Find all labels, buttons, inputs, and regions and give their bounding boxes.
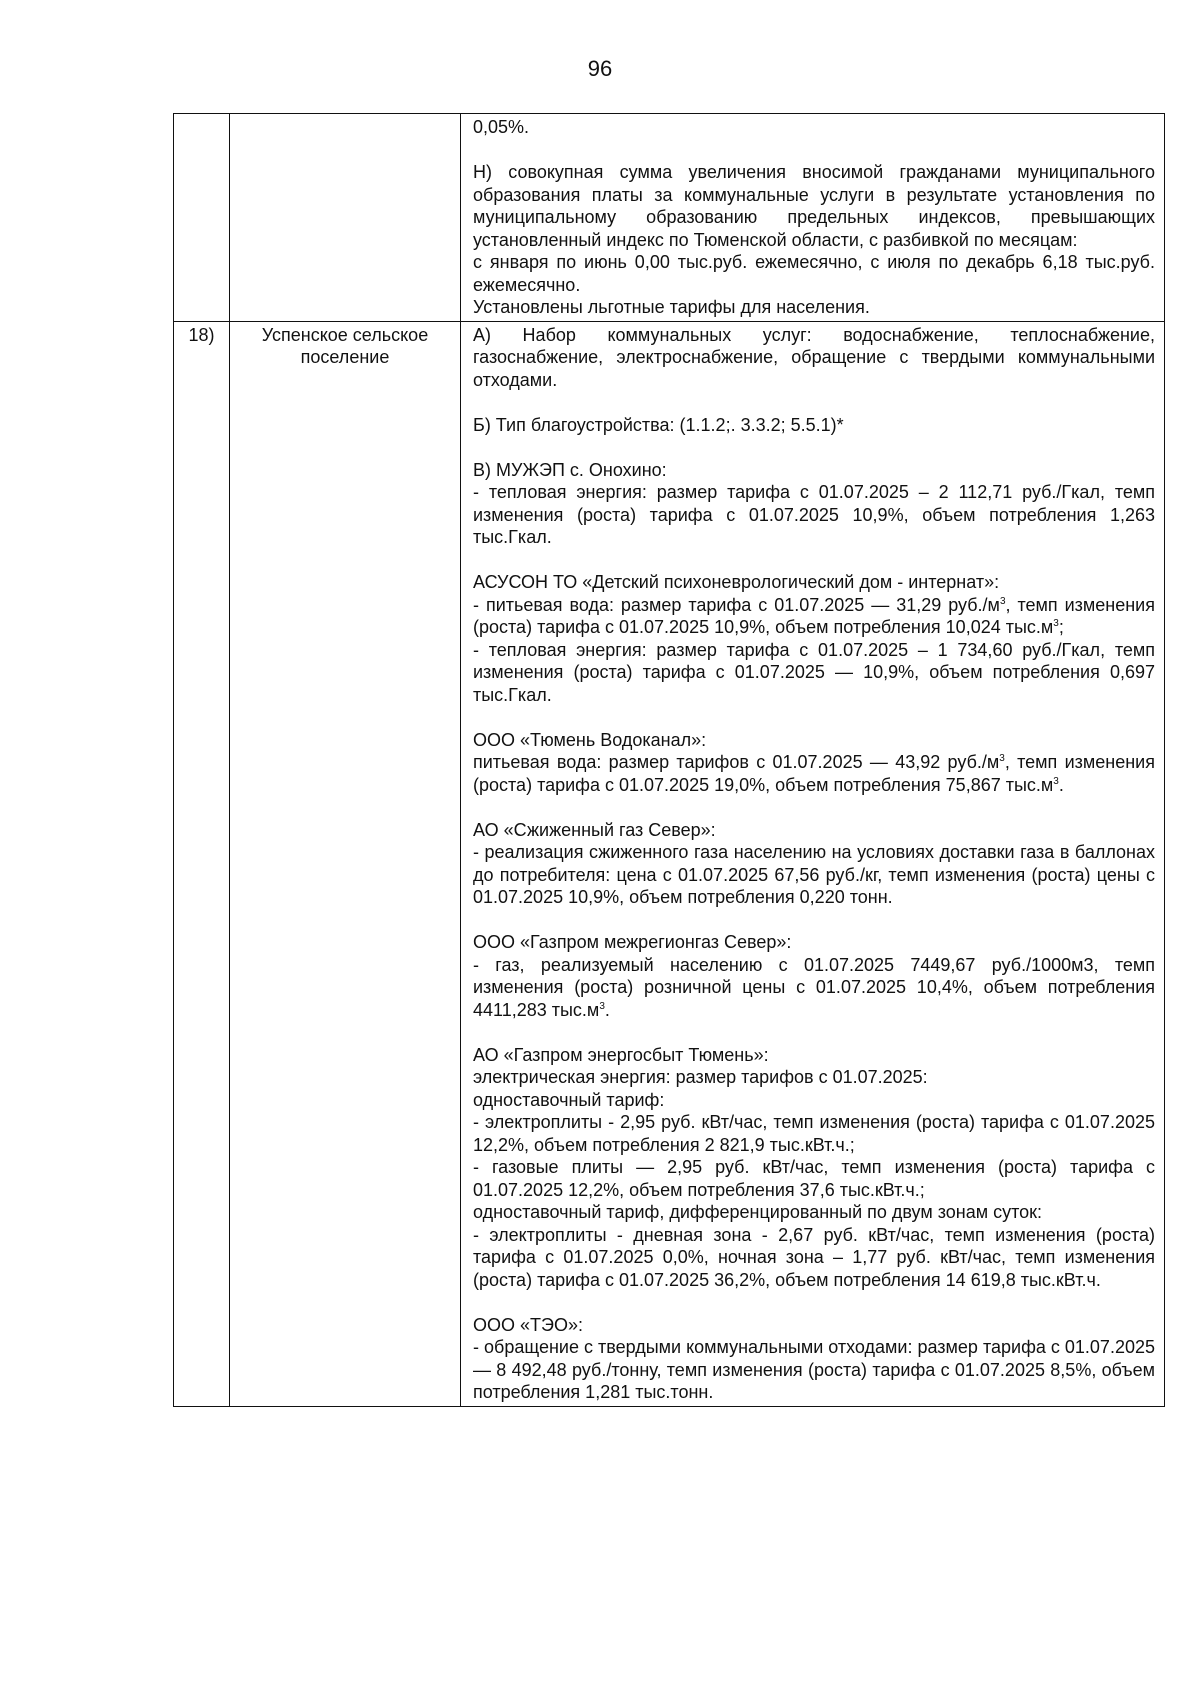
tariff-details (461, 114, 1165, 322)
detail-paragraph: ООО «Тюмень Водоканал»: (473, 729, 707, 750)
detail-paragraph: - реализация сжиженного газа населению на условиях доставки газа в баллонах до потребителя: цена с 01.07.2025 67,56 руб./кг, темп изменения (роста) цены с 01.07.2025 10,9%, объем потребления 0,220 тонн. (473, 842, 1155, 907)
detail-paragraph: с января по июнь 0,00 тыс.руб. ежемесячно, с июля по декабрь 6,18 тыс.руб. ежемесячно. (473, 252, 1155, 295)
table-row (174, 114, 1165, 322)
detail-paragraph: 0,05%. (473, 117, 530, 137)
detail-paragraph: - газовые плиты — 2,95 руб. кВт/час, темп изменения (роста) тарифа с 01.07.2025 12,2%, объем потребления 37,6 тыс.кВт.ч.; (473, 1157, 1155, 1200)
tariff-details (461, 321, 1165, 1406)
paragraph-gap (473, 1291, 1155, 1314)
municipality-name (230, 114, 461, 322)
detail-paragraph: ООО «Газпром межрегионгаз Север»: (473, 932, 792, 952)
paragraph-gap (473, 436, 1155, 459)
paragraph-gap (473, 139, 1155, 162)
detail-paragraph: Б) Тип благоустройства: (1.1.2;. 3.3.2; 5.5.1)* (473, 414, 844, 435)
detail-paragraph: В) МУЖЭП с. Онохино: (473, 459, 667, 480)
detail-paragraph: Н) совокупная сумма увеличения вносимой гражданами муниципального образования платы за коммунальные услуги в результате установления по муниципальному образованию предельных индексов, превышающих установленный индекс по Тюменской области, с разбивкой по месяцам: (473, 162, 1155, 250)
paragraph-gap (473, 1021, 1155, 1044)
row-number: 18) (174, 321, 230, 1406)
detail-paragraph: одноставочный тариф: (473, 1089, 665, 1110)
detail-paragraph: АО «Сжиженный газ Север»: (473, 819, 716, 840)
detail-paragraph: - газ, реализуемый населению с 01.07.2025 7449,67 руб./1000м3, темп изменения (роста) розничной цены с 01.07.2025 10,4%, объем потребления 4411,283 $тыс.м^3$. (473, 954, 1155, 1020)
table-body (174, 114, 1165, 1407)
detail-paragraph: - питьевая вода: размер тарифа с 01.07.2025 — 31,29 $руб./м^3$, темп изменения (роста) тарифа с 01.07.2025 10,9%, объем потребления 10,024 $тыс.м^3$; (473, 594, 1155, 637)
detail-paragraph: одноставочный тариф, дифференцированный по двум зонам суток: (473, 1202, 1043, 1222)
tariff-table (173, 113, 1165, 1407)
table-row (174, 321, 1165, 1406)
detail-paragraph: АО «Газпром энергосбыт Тюмень»: (473, 1044, 769, 1065)
detail-paragraph: А) Набор коммунальных услуг: водоснабжение, теплоснабжение, газоснабжение, электроснабжение, обращение с твердыми коммунальными отходами. (473, 324, 1155, 390)
paragraph-gap (473, 391, 1155, 414)
detail-paragraph: - электроплиты - дневная зона - 2,67 руб. кВт/час, темп изменения (роста) тарифа с 01.07.2025 0,0%, ночная зона – 1,77 руб. кВт/час, темп изменения (роста) тарифа с 01.07.2025 36,2%, объем потребления 14 619,8 тыс.кВт.ч. (473, 1224, 1155, 1290)
page-number: 96 (587, 56, 613, 81)
detail-paragraph: ООО «ТЭО»: (473, 1314, 583, 1335)
detail-paragraph: Установлены льготные тарифы для населения. (473, 297, 870, 317)
paragraph-gap (473, 549, 1155, 572)
detail-paragraph: - электроплиты - 2,95 руб. кВт/час, темп изменения (роста) тарифа с 01.07.2025 12,2%, объем потребления 2 821,9 тыс.кВт.ч.; (473, 1112, 1155, 1155)
detail-paragraph: АСУСОН ТО «Детский психоневрологический дом - интернат»: (473, 572, 1000, 592)
paragraph-gap (473, 909, 1155, 932)
paragraph-gap (473, 796, 1155, 819)
paragraph-gap (473, 706, 1155, 729)
detail-paragraph: - тепловая энергия: размер тарифа с 01.07.2025 – 1 734,60 руб./Гкал, темп изменения (роста) тарифа с 01.07.2025 — 10,9%, объем потребления 0,697 тыс.Гкал. (473, 639, 1155, 705)
row-number (174, 114, 230, 322)
detail-paragraph: - тепловая энергия: размер тарифа с 01.07.2025 – 2 112,71 руб./Гкал, темп изменения (роста) тарифа с 01.07.2025 10,9%, объем потребления 1,263 тыс.Гкал. (473, 482, 1155, 547)
detail-paragraph: электрическая энергия: размер тарифов с 01.07.2025: (473, 1067, 928, 1087)
detail-paragraph: питьевая вода: размер тарифов с 01.07.2025 — 43,92 $руб./м^3$, темп изменения (роста) тарифа с 01.07.2025 19,0%, объем потребления 75,867 $тыс.м^3$. (473, 752, 1155, 795)
detail-paragraph: - обращение с твердыми коммунальными отходами: размер тарифа с 01.07.2025 — 8 492,48 руб./тонну, темп изменения (роста) тарифа с 01.07.2025 8,5%, объем потребления 1,281 тыс.тонн. (473, 1337, 1155, 1402)
municipality-name: Успенское сельское поселение (230, 321, 461, 1406)
